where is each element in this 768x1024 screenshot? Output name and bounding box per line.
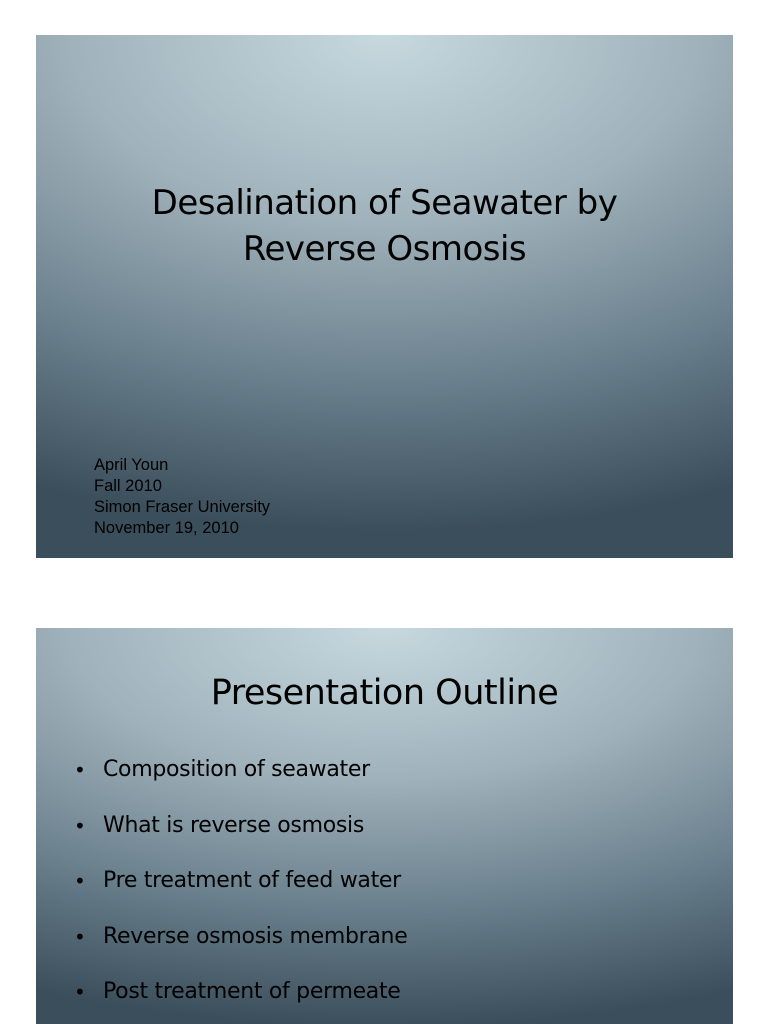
- bullet-icon: •: [74, 758, 86, 782]
- list-item-text: Composition of seawater: [103, 757, 370, 782]
- list-item: [72, 968, 407, 1024]
- term: Fall 2010: [94, 477, 162, 495]
- bullet-icon: •: [74, 980, 86, 1004]
- list-item-text: What is reverse osmosis: [103, 812, 364, 838]
- slide-title: Presentation Outline: [210, 673, 559, 713]
- title-slide: [36, 35, 733, 558]
- outline-slide: [36, 628, 733, 1024]
- presentation-date: November 19, 2010: [94, 519, 239, 537]
- bullet-icon: •: [74, 924, 86, 949]
- slide-title-line: Desalination of Seawater by: [151, 183, 618, 223]
- author-name: April Youn: [94, 456, 169, 474]
- institution: Simon Fraser University: [94, 498, 271, 516]
- bullet-icon: •: [74, 813, 86, 838]
- bullet-icon: •: [74, 869, 86, 893]
- list-item: [72, 746, 407, 802]
- slide-subtitle: [94, 455, 270, 539]
- outline-list: [72, 746, 407, 1024]
- list-item: [72, 802, 407, 858]
- list-item: [72, 913, 407, 969]
- slide-title-line: Reverse Osmosis: [242, 229, 527, 269]
- list-item-text: Post treatment of permeate: [103, 979, 401, 1004]
- list-item-text: Pre treatment of feed water: [103, 868, 401, 893]
- list-item: [72, 857, 407, 913]
- list-item-text: Reverse osmosis membrane: [103, 923, 408, 949]
- slide-title: [36, 180, 733, 272]
